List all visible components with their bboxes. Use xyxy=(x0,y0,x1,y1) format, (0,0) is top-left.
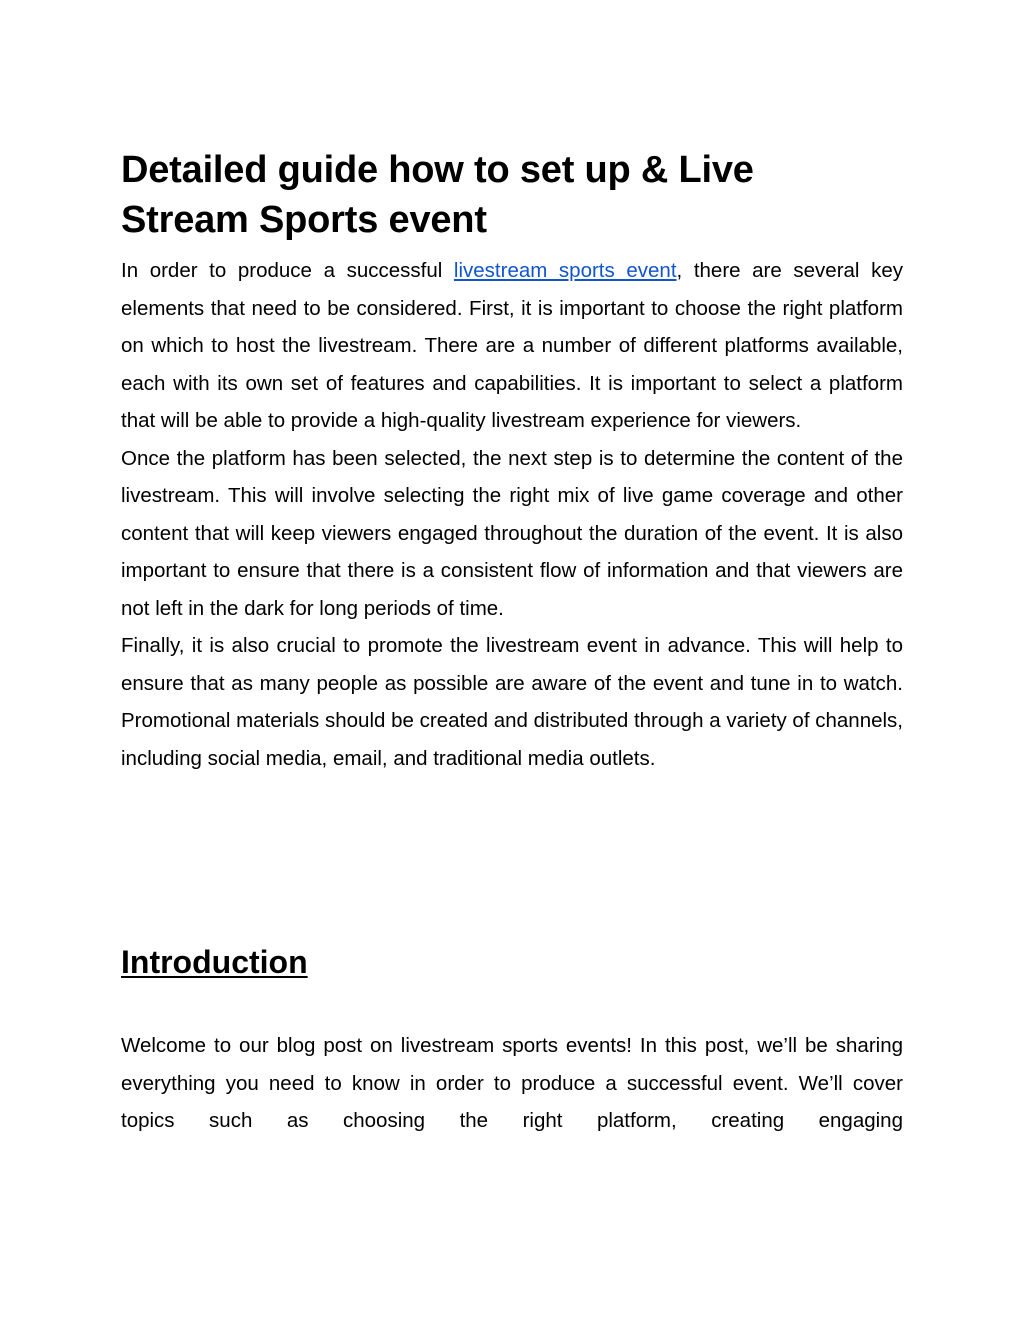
intro-paragraph-2: Once the platform has been selected, the next step is to determine the content of the livestream. This will involve selecting the right mix of live game coverage and other content that will keep viewers engaged throughout the duration of the event. It is also important to ensure that there is a consistent flow of information and that viewers are not left in the dark for long periods of time. xyxy=(121,446,903,620)
page-title: Detailed guide how to set up & Live Stream Sports event xyxy=(121,149,754,241)
intro-paragraph-1-text-after: , there are several key elements that need to be considered. First, it is important to choose the right platform on which to host the livestream. There are a number of different platforms available, each with its own set of features and capabilities. It is important to select a platform that will be able to provide a high-quality livestream experience for viewers. xyxy=(121,259,903,432)
intro-section xyxy=(121,252,903,777)
introduction-paragraph-1: Welcome to our blog post on livestream sports events! In this post, we’ll be sharing everything you need to know in order to produce a successful event. We’ll cover topics such as choosing the right platform, creating engaging xyxy=(121,1034,903,1132)
intro-paragraph-1-text-before: In order to produce a successful xyxy=(121,259,454,282)
intro-paragraph-1 xyxy=(121,252,903,440)
introduction-section xyxy=(121,1027,903,1140)
section-heading-introduction: Introduction xyxy=(121,944,308,980)
intro-paragraph-3: Finally, it is also crucial to promote the livestream event in advance. This will help to ensure that as many people as possible are aware of the event and tune in to watch. Promotional materials should be created and distributed through a variety of channels, including social media, email, and traditional media outlets. xyxy=(121,634,903,770)
livestream-sports-event-link[interactable]: livestream sports event xyxy=(453,259,677,282)
